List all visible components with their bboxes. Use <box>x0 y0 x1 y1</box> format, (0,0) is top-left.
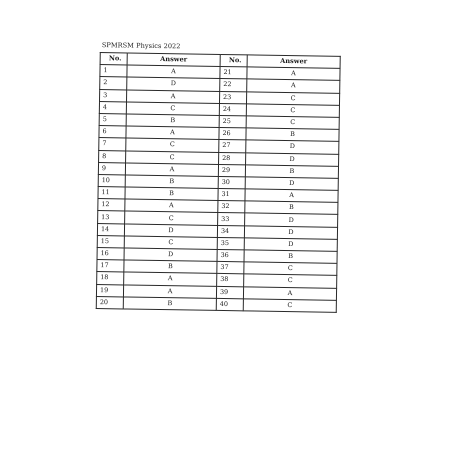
answer-cell: D <box>124 248 217 262</box>
answer-cell: C <box>244 262 337 276</box>
question-number: 17 <box>97 260 124 273</box>
question-number: 32 <box>218 201 245 214</box>
question-number: 3 <box>100 89 127 102</box>
question-number: 33 <box>218 213 245 226</box>
column-header-answer: Answer <box>127 53 220 67</box>
question-number: 5 <box>99 113 126 126</box>
answer-cell: D <box>245 213 338 227</box>
answer-cell: B <box>245 165 338 179</box>
answer-cell: A <box>247 67 340 81</box>
question-number: 12 <box>98 199 125 212</box>
answer-cell: A <box>125 199 218 213</box>
answer-cell: A <box>127 65 220 79</box>
answer-cell: A <box>125 163 218 177</box>
answer-cell: C <box>124 236 217 250</box>
table-row <box>96 296 336 312</box>
question-number: 25 <box>219 115 246 128</box>
question-number: 9 <box>98 162 125 175</box>
question-number: 24 <box>219 103 246 116</box>
question-number: 4 <box>99 101 126 114</box>
question-number: 40 <box>216 298 243 311</box>
answer-cell: A <box>243 286 336 300</box>
answer-cell: D <box>246 140 339 154</box>
question-number: 27 <box>219 140 246 153</box>
answer-cell: D <box>245 177 338 191</box>
answer-cell: B <box>246 128 339 142</box>
answer-cell: B <box>126 114 219 128</box>
document-title: SPMRSM Physics 2022 <box>101 41 181 51</box>
column-header-no: No. <box>220 54 247 67</box>
answer-cell: C <box>246 116 339 130</box>
question-number: 21 <box>220 67 247 80</box>
question-number: 38 <box>217 274 244 287</box>
question-number: 8 <box>99 150 126 163</box>
answer-cell: B <box>124 260 217 274</box>
question-number: 35 <box>217 237 244 250</box>
question-number: 29 <box>218 164 245 177</box>
answer-cell: B <box>245 201 338 215</box>
answer-cell: C <box>126 102 219 116</box>
answer-cell: A <box>127 90 220 104</box>
answer-cell: A <box>245 189 338 203</box>
question-number: 22 <box>220 79 247 92</box>
question-number: 15 <box>97 235 124 248</box>
answer-key-sheet <box>92 38 346 312</box>
question-number: 37 <box>217 262 244 275</box>
answer-cell: C <box>126 150 219 164</box>
question-number: 19 <box>96 284 123 297</box>
question-number: 13 <box>98 211 125 224</box>
answer-cell: D <box>244 225 337 239</box>
answer-cell: D <box>127 77 220 91</box>
question-number: 39 <box>216 286 243 299</box>
question-number: 7 <box>99 138 126 151</box>
answer-cell: B <box>123 297 216 311</box>
answer-cell: C <box>246 91 339 105</box>
question-number: 18 <box>97 272 124 285</box>
question-number: 11 <box>98 187 125 200</box>
question-number: 20 <box>96 296 123 309</box>
answer-cell: B <box>125 187 218 201</box>
answer-cell: B <box>125 175 218 189</box>
answer-cell: C <box>246 104 339 118</box>
column-header-answer: Answer <box>247 55 340 69</box>
question-number: 34 <box>217 225 244 238</box>
answer-cell: D <box>244 238 337 252</box>
answer-cell: A <box>247 79 340 93</box>
answer-cell: B <box>244 250 337 264</box>
answer-cell: A <box>123 285 216 299</box>
question-number: 30 <box>218 176 245 189</box>
question-number: 2 <box>100 77 127 90</box>
question-number: 28 <box>219 152 246 165</box>
question-number: 1 <box>100 65 127 78</box>
question-number: 14 <box>97 223 124 236</box>
answer-cell: C <box>243 299 336 313</box>
column-header-no: No. <box>100 53 127 66</box>
answer-cell: A <box>124 272 217 286</box>
answer-key-table <box>96 52 341 313</box>
question-number: 31 <box>218 188 245 201</box>
answer-cell: C <box>126 138 219 152</box>
question-number: 6 <box>99 126 126 139</box>
answer-cell: D <box>124 224 217 238</box>
question-number: 16 <box>97 248 124 261</box>
answer-cell: A <box>126 126 219 140</box>
answer-cell: D <box>246 152 339 166</box>
question-number: 36 <box>217 249 244 262</box>
answer-cell: C <box>244 274 337 288</box>
question-number: 10 <box>98 174 125 187</box>
question-number: 26 <box>219 128 246 141</box>
question-number: 23 <box>219 91 246 104</box>
answer-cell: C <box>125 211 218 225</box>
